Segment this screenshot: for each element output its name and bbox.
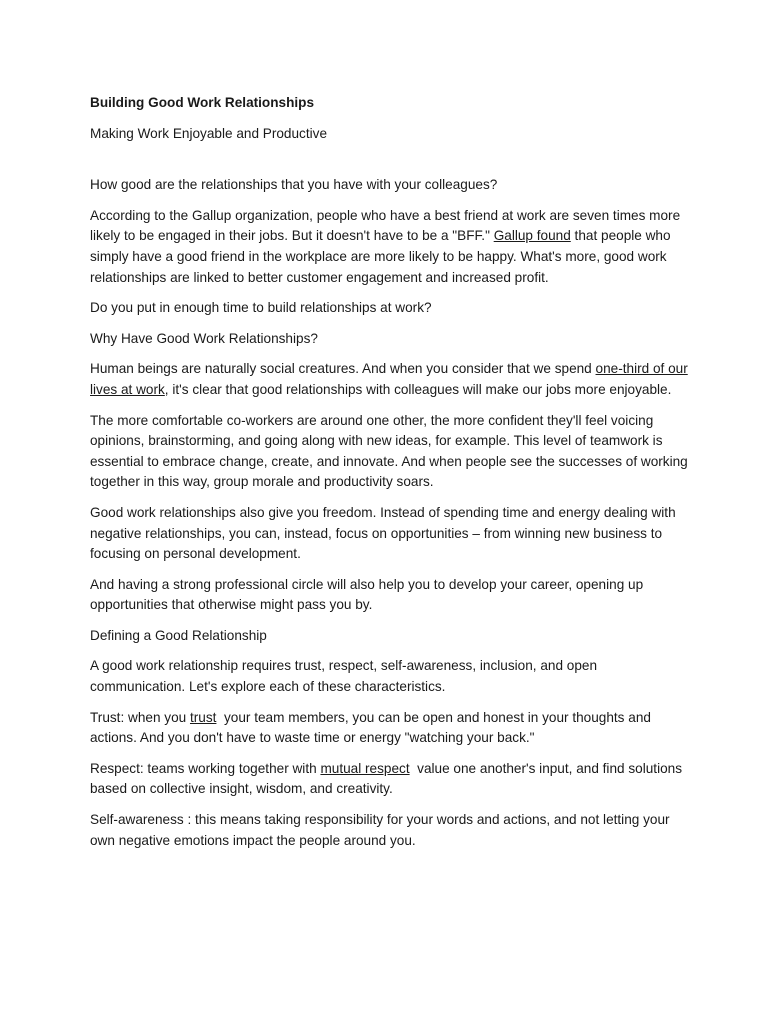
paragraph-text: , it's clear that good relationships with colleagues will make our jobs more enjoyable. bbox=[164, 381, 672, 397]
paragraph-trust bbox=[90, 708, 690, 749]
paragraph-time-question: Do you put in enough time to build relationships at work? bbox=[90, 300, 432, 316]
paragraph-requirements: A good work relationship requires trust, respect, self-awareness, inclusion, and open communication. Let's explore each of these characteristics. bbox=[90, 658, 598, 695]
document-subtitle: Making Work Enjoyable and Productive bbox=[90, 125, 328, 141]
document-title: Building Good Work Relationships bbox=[90, 95, 315, 110]
paragraph-social-creatures bbox=[90, 359, 690, 400]
section-heading-why: Why Have Good Work Relationships? bbox=[90, 330, 318, 346]
paragraph-intro-question: How good are the relationships that you have with your colleagues? bbox=[90, 177, 498, 193]
paragraph-text: Trust: when you bbox=[90, 709, 190, 725]
paragraph-self-awareness: Self-awareness : this means taking responsibility for your words and actions, and not letting your own negative emotions impact the people around you. bbox=[90, 812, 670, 848]
paragraph-comfortable-coworkers: The more comfortable co-workers are around one other, the more confident they'll feel voicing opinions, brainstorming, and going along with new ideas, for example. This level of teamwork is essential to embrace change, create, and innovate. And when people see the successes of working together in this way, group morale and productivity soars. bbox=[90, 412, 688, 490]
paragraph-freedom: Good work relationships also give you freedom. Instead of spending time and energy dealing with negative relationships, you can, instead, focus on opportunities – from winning new business to focusing on personal development. bbox=[90, 504, 676, 562]
one-third-of-lives-link[interactable]: one-third of our lives at work bbox=[90, 361, 688, 397]
paragraph-text: your team members, you can be open and honest in your thoughts and actions. And you don't have to waste time or energy "watching your back." bbox=[90, 709, 655, 746]
document-page bbox=[90, 93, 690, 861]
paragraph-text: Human beings are naturally social creatures. And when you consider that we spend bbox=[90, 361, 596, 377]
paragraph-professional-circle: And having a strong professional circle will also help you to develop your career, opening up opportunities that otherwise might pass you by. bbox=[90, 576, 644, 613]
trust-link[interactable]: trust bbox=[189, 709, 217, 725]
paragraph-text: that people who simply have a good friend in the workplace are more likely to be happy. What's more, good work relationships are linked to better customer engagement and increased profit. bbox=[90, 228, 671, 285]
paragraph-respect bbox=[90, 759, 690, 800]
paragraph-text: value one another's input, and find solutions based on collective insight, wisdom, and creativity. bbox=[90, 760, 686, 797]
mutual-respect-link[interactable]: mutual respect bbox=[320, 760, 410, 776]
paragraph-gallup bbox=[90, 206, 690, 288]
paragraph-text: According to the Gallup organization, people who have a best friend at work are seven times more likely to be engaged in their jobs. But it doesn't have to be a "BFF." bbox=[90, 207, 681, 244]
section-heading-defining: Defining a Good Relationship bbox=[90, 627, 267, 643]
paragraph-text: Respect: teams working together with bbox=[90, 760, 321, 776]
gallup-found-link[interactable]: Gallup found bbox=[493, 228, 571, 244]
